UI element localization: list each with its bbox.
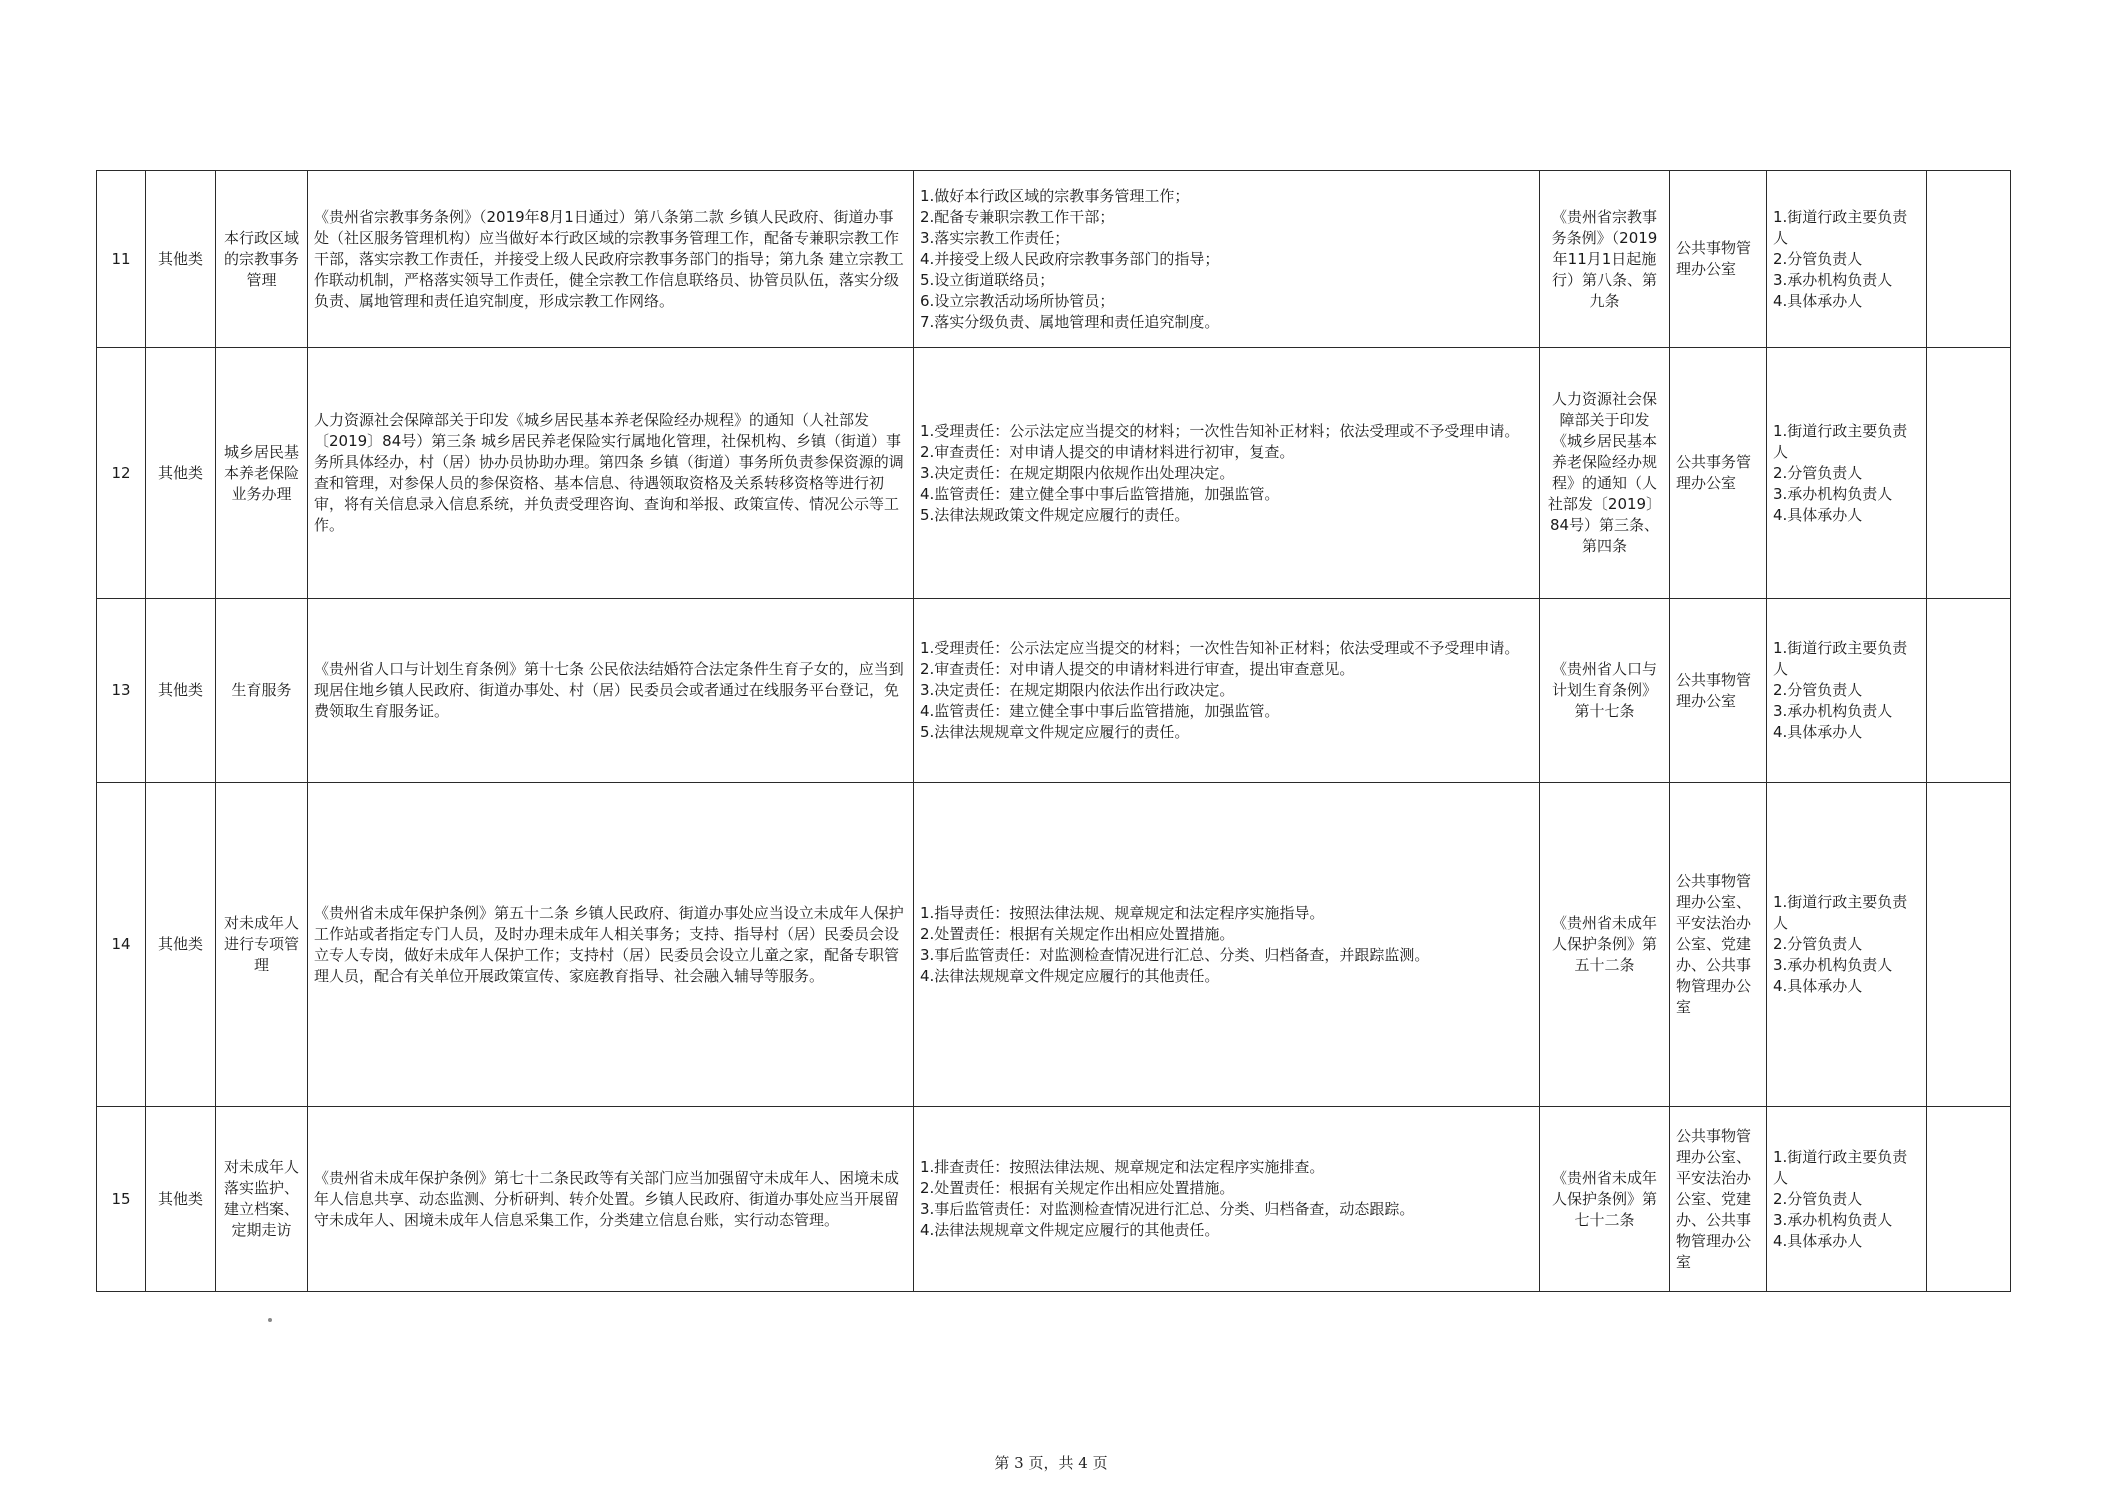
responsible-person: 4.具体承办人 [1773,291,1863,310]
responsibility-item: 5.法律法规政策文件规定应履行的责任。 [920,505,1190,524]
duty-category: 其他类 [146,599,216,783]
remarks [1927,599,2011,783]
responsible-department: 公共事物管理办公室 [1670,171,1767,348]
row-number: 12 [97,348,146,599]
responsible-person: 1.街道行政主要负责人 [1773,1147,1908,1187]
legal-basis: 《贵州省未成年保护条例》第七十二条民政等有关部门应当加强留守未成年人、困境未成年人信息共享、动态监测、分析研判、转介处置。乡镇人民政府、街道办事处应当开展留守未成年人、困境未成年人信息采集工作，分类建立信息台账，实行动态管理。 [308,1107,914,1292]
responsibility-item: 4.法律法规规章文件规定应履行的其他责任。 [920,966,1220,985]
responsible-person: 3.承办机构负责人 [1773,270,1893,289]
duty-item: 生育服务 [216,599,308,783]
responsible-person: 3.承办机构负责人 [1773,702,1893,720]
responsibility-item: 5.设立街道联络员； [920,270,1055,289]
remarks [1927,1107,2011,1292]
responsible-person: 1.街道行政主要负责人 [1773,639,1908,678]
responsibility-item: 5.法律法规规章文件规定应履行的责任。 [920,723,1190,741]
responsibility-item: 2.处置责任：根据有关规定作出相应处置措施。 [920,924,1235,943]
responsibility-list [914,348,1540,599]
duty-category: 其他类 [146,783,216,1107]
page-footer: 第 3 页，共 4 页 [994,1454,1108,1472]
remarks [1927,171,2011,348]
responsibility-item: 3.事后监管责任：对监测检查情况进行汇总、分类、归档备查，动态跟踪。 [920,1200,1415,1218]
table-row [97,348,2011,599]
table-row [97,599,2011,783]
duty-item: 对未成年人进行专项管理 [216,783,308,1107]
row-number: 13 [97,599,146,783]
responsible-persons [1767,171,1927,348]
legal-reference: 《贵州省宗教事务条例》（2019年11月1日起施行）第八条、第九条 [1540,171,1670,348]
responsibility-item: 4.法律法规规章文件规定应履行的其他责任。 [920,1221,1220,1239]
responsible-persons [1767,599,1927,783]
legal-reference: 《贵州省人口与计划生育条例》第十七条 [1540,599,1670,783]
duty-item: 对未成年人落实监护、建立档案、定期走访 [216,1107,308,1292]
legal-basis: 《贵州省宗教事务条例》（2019年8月1日通过）第八条第二款 乡镇人民政府、街道办事处（社区服务管理机构）应当做好本行政区域的宗教事务管理工作，配备专兼职宗教工作干部，落实宗教工作责任，并接受上级人民政府宗教事务部门的指导；第九条 建立宗教工作联动机制，严格落实领导工作责任，健全宗教工作信息联络员、协管员队伍，落实分级负责、属地管理和责任追究制度，形成宗教工作网络。 [308,171,914,348]
responsible-department: 公共事物管理办公室、平安法治办公室、党建办、公共事物管理办公室 [1670,783,1767,1107]
row-number: 14 [97,783,146,1107]
responsible-person: 2.分管负责人 [1773,681,1863,699]
responsibility-list [914,783,1540,1107]
responsible-department: 公共事务管理办公室 [1670,348,1767,599]
duty-category: 其他类 [146,171,216,348]
responsible-person: 2.分管负责人 [1773,935,1863,953]
responsible-person: 3.承办机构负责人 [1773,956,1893,974]
responsibility-item: 1.受理责任：公示法定应当提交的材料；一次性告知补正材料；依法受理或不予受理申请。 [920,421,1520,440]
responsibility-item: 1.指导责任：按照法律法规、规章规定和法定程序实施指导。 [920,903,1325,922]
legal-basis: 《贵州省未成年保护条例》第五十二条 乡镇人民政府、街道办事处应当设立未成年人保护工作站或者指定专门人员，及时办理未成年人相关事务；支持、指导村（居）民委员会设立专人专岗，做好未成年人保护工作；支持村（居）民委员会设立儿童之家，配备专职管理人员，配合有关单位开展政策宣传、家庭教育指导、社会融入辅导等服务。 [308,783,914,1107]
row-number: 15 [97,1107,146,1292]
responsibility-list [914,599,1540,783]
row-number: 11 [97,171,146,348]
responsibility-list [914,171,1540,348]
duty-table [96,170,2011,1292]
table-row [97,783,2011,1107]
responsible-person: 1.街道行政主要负责人 [1773,207,1908,247]
responsible-person: 2.分管负责人 [1773,1189,1863,1208]
responsibility-item: 2.审查责任：对申请人提交的申请材料进行初审，复查。 [920,442,1295,461]
table-row [97,1107,2011,1292]
responsible-person: 3.承办机构负责人 [1773,484,1893,503]
legal-reference: 人力资源社会保障部关于印发《城乡居民基本养老保险经办规程》的通知（人社部发〔2019〕84号）第三条、第四条 [1540,348,1670,599]
responsibility-item: 3.落实宗教工作责任； [920,228,1070,247]
responsibility-item: 3.事后监管责任：对监测检查情况进行汇总、分类、归档备查，并跟踪监测。 [920,945,1430,964]
responsible-person: 4.具体承办人 [1773,723,1863,741]
duty-category: 其他类 [146,1107,216,1292]
responsible-persons [1767,348,1927,599]
responsible-persons [1767,783,1927,1107]
responsible-person: 2.分管负责人 [1773,463,1863,482]
responsibility-item: 4.监管责任：建立健全事中事后监管措施，加强监管。 [920,484,1280,503]
responsibility-item: 1.排查责任：按照法律法规、规章规定和法定程序实施排查。 [920,1158,1325,1176]
responsibility-item: 4.监管责任：建立健全事中事后监管措施，加强监管。 [920,702,1280,720]
responsibility-item: 1.受理责任：公示法定应当提交的材料；一次性告知补正材料；依法受理或不予受理申请。 [920,639,1520,657]
scan-speck [268,1318,272,1322]
responsibility-list [914,1107,1540,1292]
legal-reference: 《贵州省未成年人保护条例》第五十二条 [1540,783,1670,1107]
duty-item: 城乡居民基本养老保险业务办理 [216,348,308,599]
responsibility-item: 6.设立宗教活动场所协管员； [920,291,1115,310]
responsibility-item: 1.做好本行政区域的宗教事务管理工作； [920,186,1190,205]
responsibility-item: 2.审查责任：对申请人提交的申请材料进行审查，提出审查意见。 [920,660,1355,678]
table-row [97,171,2011,348]
responsible-department: 公共事物管理办公室 [1670,599,1767,783]
duty-item: 本行政区域的宗教事务管理 [216,171,308,348]
responsible-persons [1767,1107,1927,1292]
remarks [1927,348,2011,599]
responsible-person: 1.街道行政主要负责人 [1773,893,1908,932]
responsible-person: 4.具体承办人 [1773,977,1863,995]
duty-category: 其他类 [146,348,216,599]
responsible-person: 3.承办机构负责人 [1773,1210,1893,1229]
responsibility-item: 2.处置责任：根据有关规定作出相应处置措施。 [920,1179,1235,1197]
responsibility-item: 3.决定责任：在规定期限内依法作出行政决定。 [920,681,1235,699]
responsible-person: 1.街道行政主要负责人 [1773,421,1908,461]
responsible-department: 公共事物管理办公室、平安法治办公室、党建办、公共事物管理办公室 [1670,1107,1767,1292]
responsibility-item: 2.配备专兼职宗教工作干部； [920,207,1115,226]
responsibility-item: 3.决定责任：在规定期限内依规作出处理决定。 [920,463,1235,482]
legal-basis: 《贵州省人口与计划生育条例》第十七条 公民依法结婚符合法定条件生育子女的，应当到现居住地乡镇人民政府、街道办事处、村（居）民委员会或者通过在线服务平台登记，免费领取生育服务证。 [308,599,914,783]
legal-basis: 人力资源社会保障部关于印发《城乡居民基本养老保险经办规程》的通知（人社部发〔2019〕84号）第三条 城乡居民养老保险实行属地化管理，社保机构、乡镇（街道）事务所具体经办，村（居）协办员协助办理。第四条 乡镇（街道）事务所负责参保资源的调查和管理，对参保人员的参保资格、基本信息、待遇领取资格及关系转移资格等进行初审，将有关信息录入信息系统，并负责受理咨询、查询和举报、政策宣传、情况公示等工作。 [308,348,914,599]
responsible-person: 2.分管负责人 [1773,249,1863,268]
remarks [1927,783,2011,1107]
responsible-person: 4.具体承办人 [1773,505,1863,524]
responsibility-item: 4.并接受上级人民政府宗教事务部门的指导； [920,249,1220,268]
responsibility-item: 7.落实分级负责、属地管理和责任追究制度。 [920,312,1220,331]
legal-reference: 《贵州省未成年人保护条例》第七十二条 [1540,1107,1670,1292]
responsible-person: 4.具体承办人 [1773,1231,1863,1250]
